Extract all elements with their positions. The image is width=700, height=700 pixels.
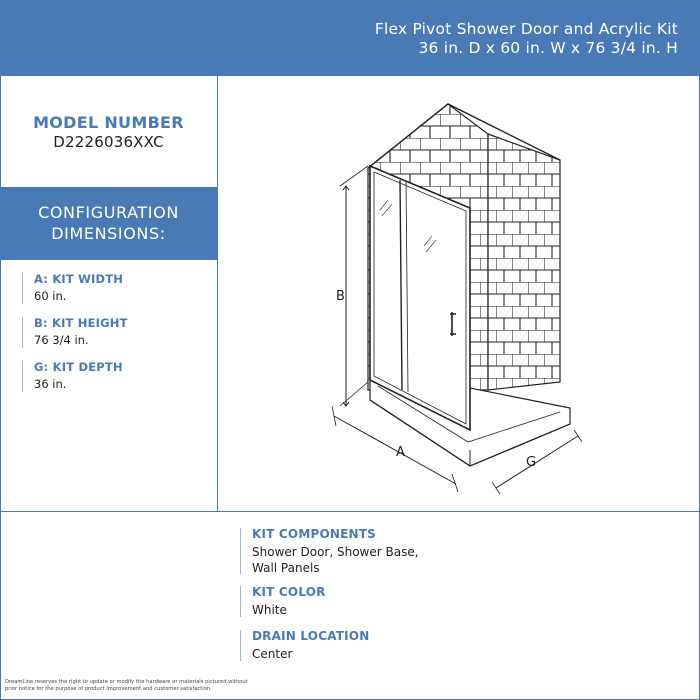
spec-kit-width <box>22 272 123 304</box>
left-border <box>0 76 1 700</box>
spec-label: B: KIT HEIGHT <box>34 316 128 330</box>
product-dimensions-title: 36 in. D x 60 in. W x 76 3/4 in. H <box>418 39 678 57</box>
spec-rule <box>240 630 241 661</box>
info-label: KIT COMPONENTS <box>252 527 376 541</box>
info-value: Center <box>252 647 293 661</box>
info-value: White <box>252 603 287 617</box>
horizontal-divider <box>0 511 700 512</box>
model-number-label: MODEL NUMBER <box>33 113 184 132</box>
spec-rule <box>22 361 23 392</box>
spec-rule <box>240 586 241 617</box>
configuration-banner <box>0 187 217 260</box>
dimension-g-label: G <box>526 455 537 470</box>
spec-label: G: KIT DEPTH <box>34 360 123 374</box>
info-drain-location <box>240 629 369 662</box>
product-title: Flex Pivot Shower Door and Acrylic Kit <box>374 20 678 38</box>
configuration-title-line1: CONFIGURATION <box>38 203 179 222</box>
info-kit-color <box>240 585 326 618</box>
disclaimer-line1: DreamLine reserves the right to update or modify the hardware or materials pictured without <box>5 679 248 685</box>
spec-kit-depth <box>22 360 123 392</box>
info-value-line1: Shower Door, Shower Base, <box>252 545 419 559</box>
spec-rule <box>22 273 23 304</box>
info-label: DRAIN LOCATION <box>252 629 370 643</box>
spec-value: 60 in. <box>34 289 67 303</box>
vertical-divider <box>217 76 218 512</box>
spec-rule <box>22 317 23 348</box>
dimension-b-label: B <box>336 289 345 304</box>
spec-kit-height <box>22 316 128 348</box>
model-number-value: D2226036XXC <box>53 133 164 151</box>
shower-kit-drawing <box>320 90 600 500</box>
disclaimer-line2: prior notice for the purpose of product improvement and customer satisfaction. <box>5 686 212 692</box>
side-wall-panel <box>488 134 560 390</box>
info-kit-components <box>240 527 419 576</box>
spec-value: 76 3/4 in. <box>34 333 89 347</box>
header-bar <box>0 0 700 76</box>
info-label: KIT COLOR <box>252 585 326 599</box>
spec-label: A: KIT WIDTH <box>34 272 124 286</box>
info-value-line2: Wall Panels <box>252 561 320 575</box>
configuration-title-line2: DIMENSIONS: <box>51 224 166 243</box>
disclaimer <box>5 679 295 693</box>
dimension-a-label: A <box>396 445 405 460</box>
spec-value: 36 in. <box>34 377 67 391</box>
spec-rule <box>240 528 241 574</box>
